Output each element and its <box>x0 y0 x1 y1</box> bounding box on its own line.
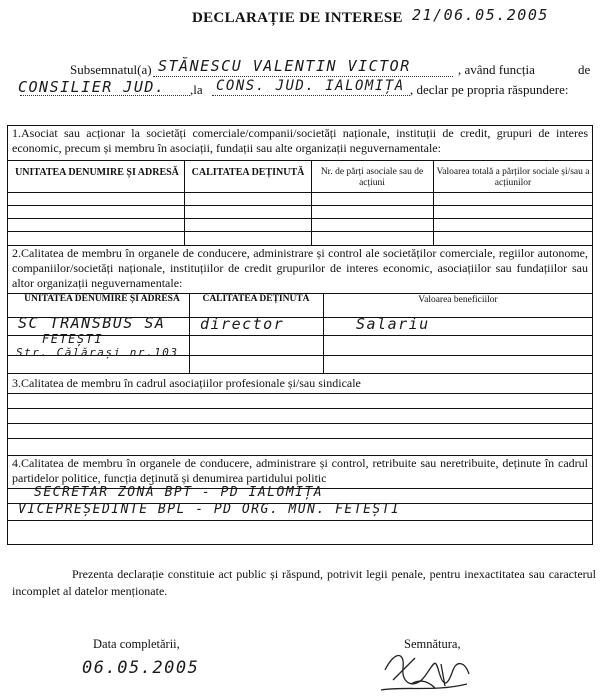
avand-label: , având funcția <box>458 62 535 77</box>
section4-heading: 4.Calitatea de membru în organele de conducere, administrare și control, retribuite sau neretribuite, deținute în cadrul partidelor politice, funcția deținută și denumirea partidului politic <box>12 456 588 485</box>
declar-label: , declar pe propria răspundere: <box>410 82 569 97</box>
section2-row1-unit-line2: FETEȘTI <box>42 332 104 346</box>
section2-heading: 2.Calitatea de membru în organele de conducere, administrare și control ale societăților comerciale, regiilor autonome, companiilor/societăți naționale, instituțiilor de credit grupurilor de interes economic, asociațiilor sau fundațiilor sau altor organizații neguvernamentale: <box>12 246 588 290</box>
section2-col-unit: UNITATEA DENUMIRE ȘI ADRESĂ <box>24 294 180 304</box>
legal-statement: Prezenta declarație constituie act public și răspund, potrivit legii penale, pentru inexactitatea sau caracterul incomplet al datelor menționate. <box>12 567 596 598</box>
function-value: CONSILIER JUD. <box>18 78 166 96</box>
name-value: STĂNESCU VALENTIN VICTOR <box>158 57 411 75</box>
section4-entry1: SECRETAR ZONĂ BPT - PD IALOMIȚA <box>34 485 324 500</box>
institution-underline <box>212 95 410 96</box>
la-label: ,la <box>190 82 203 97</box>
signature-label: Semnătura, <box>404 637 461 651</box>
subsemnatul-label: Subsemnatul(a) <box>70 62 152 77</box>
document-title: DECLARAȚIE DE INTERESE <box>192 10 403 26</box>
handwritten-signature <box>375 640 475 696</box>
section2-col-benefits: Valoarea beneficiilor <box>418 295 498 305</box>
section1-heading: 1.Asociat sau acționar la societăți comerciale/companii/societăți naționale, instituții de credit, grupuri de interes economic, precum și membru în asociații, fundații sau alte organizații neguvernamentale: <box>12 126 588 155</box>
name-underline <box>153 76 453 77</box>
section1-col-shares: Nr. de părți asociale sau de acțiuni <box>320 167 424 188</box>
section2-row1-benefit: Salariu <box>356 315 430 333</box>
section1-col-unit: UNITATEA DENUMIRE ȘI ADRESĂ <box>15 167 179 178</box>
handwritten-reference: 21/06.05.2005 <box>412 6 549 24</box>
section2-row1-role: director <box>200 315 285 333</box>
de-label: de <box>578 62 591 77</box>
section2-row1-unit-line3: Str. Călărași nr.103 <box>16 346 179 359</box>
section4-entry2: VICEPREȘEDINTE BPL - PD ORG. MUN. FETEȘTI <box>18 502 401 517</box>
date-value: 06.05.2005 <box>82 658 200 678</box>
section1-col-value: Valoarea totală a părților sociale și/sau a acțiunilor <box>436 167 590 188</box>
section1-col-role: CALITATEA DEȚINUTĂ <box>191 167 305 178</box>
section2-row1-unit: SC TRANSBUS SA <box>18 314 166 332</box>
section3-heading: 3.Calitatea de membru în cadrul asociațiilor profesionale și/sau sindicale <box>12 376 361 390</box>
section2-col-role: CALITATEA DEȚINUTĂ <box>202 294 310 304</box>
institution-value: CONS. JUD. IALOMIȚA <box>216 78 405 94</box>
date-label: Data completării, <box>93 637 180 651</box>
